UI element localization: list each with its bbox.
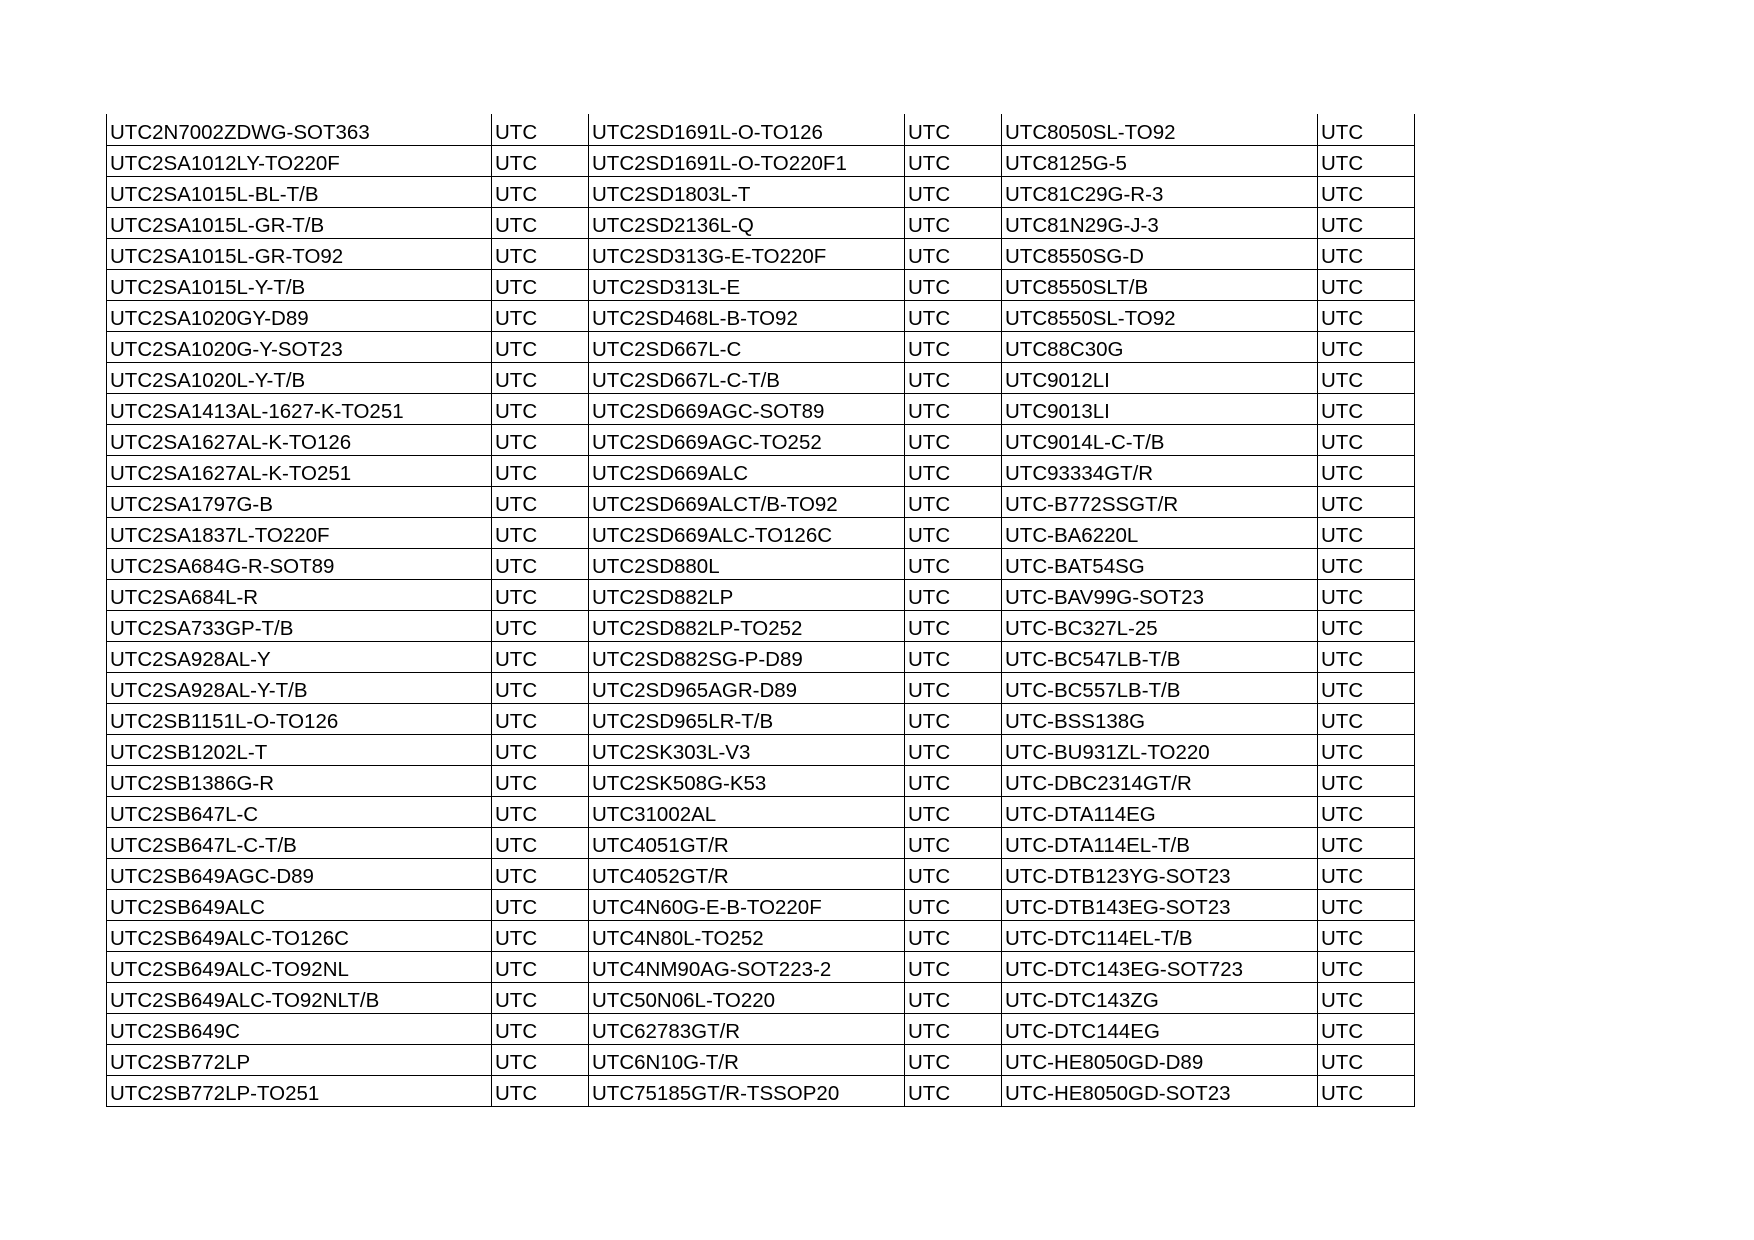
part-number-cell: UTC75185GT/R-TSSOP20 bbox=[589, 1075, 905, 1106]
manufacturer-cell: UTC bbox=[492, 362, 589, 393]
manufacturer-cell: UTC bbox=[1318, 486, 1415, 517]
part-number-cell: UTC8550SL-TO92 bbox=[1002, 300, 1318, 331]
part-number-cell: UTC2SA1627AL-K-TO251 bbox=[107, 455, 492, 486]
manufacturer-cell: UTC bbox=[1318, 455, 1415, 486]
manufacturer-cell: UTC bbox=[492, 1013, 589, 1044]
manufacturer-cell: UTC bbox=[492, 517, 589, 548]
part-number-cell: UTC2SD669AGC-TO252 bbox=[589, 424, 905, 455]
manufacturer-cell: UTC bbox=[905, 641, 1002, 672]
part-number-cell: UTC-DBC2314GT/R bbox=[1002, 765, 1318, 796]
part-number-cell: UTC2SA928AL-Y-T/B bbox=[107, 672, 492, 703]
table-row bbox=[107, 517, 1415, 548]
part-number-cell: UTC-BU931ZL-TO220 bbox=[1002, 734, 1318, 765]
manufacturer-cell: UTC bbox=[492, 951, 589, 982]
table-row bbox=[107, 920, 1415, 951]
manufacturer-cell: UTC bbox=[492, 579, 589, 610]
manufacturer-cell: UTC bbox=[492, 703, 589, 734]
manufacturer-cell: UTC bbox=[492, 114, 589, 145]
part-number-cell: UTC-DTC143EG-SOT723 bbox=[1002, 951, 1318, 982]
part-number-cell: UTC2SB649ALC-TO92NL bbox=[107, 951, 492, 982]
manufacturer-cell: UTC bbox=[905, 300, 1002, 331]
table-row bbox=[107, 641, 1415, 672]
manufacturer-cell: UTC bbox=[905, 889, 1002, 920]
manufacturer-cell: UTC bbox=[905, 672, 1002, 703]
manufacturer-cell: UTC bbox=[905, 951, 1002, 982]
part-number-cell: UTC2SA1012LY-TO220F bbox=[107, 145, 492, 176]
part-number-cell: UTC2SD1803L-T bbox=[589, 176, 905, 207]
part-number-cell: UTC2SA1015L-BL-T/B bbox=[107, 176, 492, 207]
part-number-cell: UTC8050SL-TO92 bbox=[1002, 114, 1318, 145]
part-number-cell: UTC2SB647L-C bbox=[107, 796, 492, 827]
manufacturer-cell: UTC bbox=[905, 765, 1002, 796]
manufacturer-cell: UTC bbox=[1318, 548, 1415, 579]
manufacturer-cell: UTC bbox=[1318, 703, 1415, 734]
part-number-cell: UTC2SB1386G-R bbox=[107, 765, 492, 796]
manufacturer-cell: UTC bbox=[1318, 951, 1415, 982]
part-number-cell: UTC-B772SSGT/R bbox=[1002, 486, 1318, 517]
part-number-cell: UTC-DTA114EG bbox=[1002, 796, 1318, 827]
part-number-cell: UTC-DTB123YG-SOT23 bbox=[1002, 858, 1318, 889]
part-number-cell: UTC2SA1627AL-K-TO126 bbox=[107, 424, 492, 455]
manufacturer-cell: UTC bbox=[492, 889, 589, 920]
table-row bbox=[107, 238, 1415, 269]
table-row bbox=[107, 951, 1415, 982]
part-number-cell: UTC2SD1691L-O-TO126 bbox=[589, 114, 905, 145]
part-number-cell: UTC2SD882SG-P-D89 bbox=[589, 641, 905, 672]
part-number-cell: UTC2SB649C bbox=[107, 1013, 492, 1044]
manufacturer-cell: UTC bbox=[492, 300, 589, 331]
part-number-cell: UTC50N06L-TO220 bbox=[589, 982, 905, 1013]
manufacturer-cell: UTC bbox=[905, 269, 1002, 300]
manufacturer-cell: UTC bbox=[905, 1075, 1002, 1106]
part-number-cell: UTC2SD669ALC-TO126C bbox=[589, 517, 905, 548]
manufacturer-cell: UTC bbox=[492, 920, 589, 951]
table-row bbox=[107, 889, 1415, 920]
manufacturer-cell: UTC bbox=[1318, 610, 1415, 641]
part-number-cell: UTC8125G-5 bbox=[1002, 145, 1318, 176]
manufacturer-cell: UTC bbox=[1318, 1044, 1415, 1075]
part-number-cell: UTC-BC327L-25 bbox=[1002, 610, 1318, 641]
manufacturer-cell: UTC bbox=[492, 610, 589, 641]
manufacturer-cell: UTC bbox=[905, 1044, 1002, 1075]
manufacturer-cell: UTC bbox=[905, 207, 1002, 238]
manufacturer-cell: UTC bbox=[905, 455, 1002, 486]
manufacturer-cell: UTC bbox=[905, 176, 1002, 207]
manufacturer-cell: UTC bbox=[492, 672, 589, 703]
part-number-cell: UTC2SD667L-C bbox=[589, 331, 905, 362]
part-number-cell: UTC2N7002ZDWG-SOT363 bbox=[107, 114, 492, 145]
part-number-cell: UTC2SB649ALC-TO92NLT/B bbox=[107, 982, 492, 1013]
part-number-cell: UTC4N80L-TO252 bbox=[589, 920, 905, 951]
part-number-cell: UTC-BC557LB-T/B bbox=[1002, 672, 1318, 703]
part-number-cell: UTC2SA684G-R-SOT89 bbox=[107, 548, 492, 579]
manufacturer-cell: UTC bbox=[905, 703, 1002, 734]
part-number-cell: UTC9012LI bbox=[1002, 362, 1318, 393]
part-number-cell: UTC4NM90AG-SOT223-2 bbox=[589, 951, 905, 982]
manufacturer-cell: UTC bbox=[1318, 827, 1415, 858]
part-number-cell: UTC2SA1020GY-D89 bbox=[107, 300, 492, 331]
part-number-cell: UTC4051GT/R bbox=[589, 827, 905, 858]
part-number-cell: UTC81C29G-R-3 bbox=[1002, 176, 1318, 207]
part-number-cell: UTC-BSS138G bbox=[1002, 703, 1318, 734]
table-row bbox=[107, 827, 1415, 858]
table-row bbox=[107, 982, 1415, 1013]
manufacturer-cell: UTC bbox=[905, 548, 1002, 579]
manufacturer-cell: UTC bbox=[1318, 114, 1415, 145]
part-number-cell: UTC6N10G-T/R bbox=[589, 1044, 905, 1075]
table-row bbox=[107, 486, 1415, 517]
part-number-cell: UTC2SD468L-B-TO92 bbox=[589, 300, 905, 331]
table-row bbox=[107, 579, 1415, 610]
part-number-cell: UTC2SA1020L-Y-T/B bbox=[107, 362, 492, 393]
manufacturer-cell: UTC bbox=[492, 1044, 589, 1075]
manufacturer-cell: UTC bbox=[1318, 300, 1415, 331]
manufacturer-cell: UTC bbox=[905, 827, 1002, 858]
part-number-cell: UTC2SD1691L-O-TO220F1 bbox=[589, 145, 905, 176]
part-number-cell: UTC2SD313L-E bbox=[589, 269, 905, 300]
part-number-cell: UTC2SD313G-E-TO220F bbox=[589, 238, 905, 269]
table-row bbox=[107, 176, 1415, 207]
part-number-cell: UTC9014L-C-T/B bbox=[1002, 424, 1318, 455]
part-number-cell: UTC31002AL bbox=[589, 796, 905, 827]
manufacturer-cell: UTC bbox=[905, 331, 1002, 362]
part-number-cell: UTC-DTC114EL-T/B bbox=[1002, 920, 1318, 951]
part-number-cell: UTC-BAV99G-SOT23 bbox=[1002, 579, 1318, 610]
manufacturer-cell: UTC bbox=[492, 1075, 589, 1106]
table-row bbox=[107, 672, 1415, 703]
manufacturer-cell: UTC bbox=[905, 362, 1002, 393]
part-number-cell: UTC2SB649AGC-D89 bbox=[107, 858, 492, 889]
part-number-cell: UTC2SB647L-C-T/B bbox=[107, 827, 492, 858]
manufacturer-cell: UTC bbox=[905, 579, 1002, 610]
table-row bbox=[107, 765, 1415, 796]
manufacturer-cell: UTC bbox=[1318, 331, 1415, 362]
manufacturer-cell: UTC bbox=[1318, 145, 1415, 176]
part-number-cell: UTC-BC547LB-T/B bbox=[1002, 641, 1318, 672]
table-row bbox=[107, 858, 1415, 889]
table-row bbox=[107, 362, 1415, 393]
manufacturer-cell: UTC bbox=[1318, 1013, 1415, 1044]
table-row bbox=[107, 331, 1415, 362]
part-number-cell: UTC2SA1797G-B bbox=[107, 486, 492, 517]
manufacturer-cell: UTC bbox=[1318, 424, 1415, 455]
table-row bbox=[107, 734, 1415, 765]
manufacturer-cell: UTC bbox=[1318, 362, 1415, 393]
part-number-cell: UTC2SD965LR-T/B bbox=[589, 703, 905, 734]
manufacturer-cell: UTC bbox=[905, 610, 1002, 641]
part-number-cell: UTC2SD667L-C-T/B bbox=[589, 362, 905, 393]
table-row bbox=[107, 703, 1415, 734]
parts-table-body bbox=[107, 114, 1415, 1106]
manufacturer-cell: UTC bbox=[1318, 517, 1415, 548]
part-number-cell: UTC2SA733GP-T/B bbox=[107, 610, 492, 641]
part-number-cell: UTC2SA928AL-Y bbox=[107, 641, 492, 672]
manufacturer-cell: UTC bbox=[905, 424, 1002, 455]
manufacturer-cell: UTC bbox=[905, 114, 1002, 145]
part-number-cell: UTC62783GT/R bbox=[589, 1013, 905, 1044]
part-number-cell: UTC2SD669ALCT/B-TO92 bbox=[589, 486, 905, 517]
manufacturer-cell: UTC bbox=[905, 486, 1002, 517]
part-number-cell: UTC88C30G bbox=[1002, 331, 1318, 362]
part-number-cell: UTC4052GT/R bbox=[589, 858, 905, 889]
part-number-cell: UTC2SA1015L-Y-T/B bbox=[107, 269, 492, 300]
part-number-cell: UTC2SK508G-K53 bbox=[589, 765, 905, 796]
manufacturer-cell: UTC bbox=[905, 517, 1002, 548]
manufacturer-cell: UTC bbox=[492, 455, 589, 486]
manufacturer-cell: UTC bbox=[905, 145, 1002, 176]
table-row bbox=[107, 1044, 1415, 1075]
manufacturer-cell: UTC bbox=[1318, 207, 1415, 238]
part-number-cell: UTC4N60G-E-B-TO220F bbox=[589, 889, 905, 920]
part-number-cell: UTC-DTA114EL-T/B bbox=[1002, 827, 1318, 858]
part-number-cell: UTC2SA684L-R bbox=[107, 579, 492, 610]
manufacturer-cell: UTC bbox=[492, 765, 589, 796]
part-number-cell: UTC-DTC143ZG bbox=[1002, 982, 1318, 1013]
table-row bbox=[107, 207, 1415, 238]
manufacturer-cell: UTC bbox=[492, 641, 589, 672]
part-number-cell: UTC2SA1015L-GR-T/B bbox=[107, 207, 492, 238]
manufacturer-cell: UTC bbox=[1318, 238, 1415, 269]
manufacturer-cell: UTC bbox=[1318, 641, 1415, 672]
manufacturer-cell: UTC bbox=[1318, 1075, 1415, 1106]
part-number-cell: UTC-DTC144EG bbox=[1002, 1013, 1318, 1044]
part-number-cell: UTC2SD880L bbox=[589, 548, 905, 579]
manufacturer-cell: UTC bbox=[905, 796, 1002, 827]
part-number-cell: UTC93334GT/R bbox=[1002, 455, 1318, 486]
part-number-cell: UTC-BA6220L bbox=[1002, 517, 1318, 548]
table-row bbox=[107, 1075, 1415, 1106]
part-number-cell: UTC81N29G-J-3 bbox=[1002, 207, 1318, 238]
manufacturer-cell: UTC bbox=[1318, 889, 1415, 920]
manufacturer-cell: UTC bbox=[1318, 858, 1415, 889]
manufacturer-cell: UTC bbox=[1318, 982, 1415, 1013]
manufacturer-cell: UTC bbox=[492, 858, 589, 889]
part-number-cell: UTC2SD2136L-Q bbox=[589, 207, 905, 238]
manufacturer-cell: UTC bbox=[905, 920, 1002, 951]
manufacturer-cell: UTC bbox=[905, 238, 1002, 269]
part-number-cell: UTC2SA1413AL-1627-K-TO251 bbox=[107, 393, 492, 424]
table-row bbox=[107, 1013, 1415, 1044]
manufacturer-cell: UTC bbox=[492, 176, 589, 207]
manufacturer-cell: UTC bbox=[1318, 672, 1415, 703]
part-number-cell: UTC2SD882LP-TO252 bbox=[589, 610, 905, 641]
manufacturer-cell: UTC bbox=[492, 734, 589, 765]
manufacturer-cell: UTC bbox=[492, 238, 589, 269]
manufacturer-cell: UTC bbox=[492, 331, 589, 362]
manufacturer-cell: UTC bbox=[492, 548, 589, 579]
part-number-cell: UTC2SA1015L-GR-TO92 bbox=[107, 238, 492, 269]
part-number-cell: UTC2SB1151L-O-TO126 bbox=[107, 703, 492, 734]
part-number-cell: UTC-BAT54SG bbox=[1002, 548, 1318, 579]
part-number-cell: UTC8550SG-D bbox=[1002, 238, 1318, 269]
manufacturer-cell: UTC bbox=[905, 982, 1002, 1013]
table-row bbox=[107, 455, 1415, 486]
manufacturer-cell: UTC bbox=[1318, 734, 1415, 765]
manufacturer-cell: UTC bbox=[1318, 393, 1415, 424]
table-row bbox=[107, 610, 1415, 641]
part-number-cell: UTC2SD882LP bbox=[589, 579, 905, 610]
part-number-cell: UTC2SA1837L-TO220F bbox=[107, 517, 492, 548]
manufacturer-cell: UTC bbox=[1318, 579, 1415, 610]
part-number-cell: UTC2SB772LP-TO251 bbox=[107, 1075, 492, 1106]
part-number-cell: UTC2SA1020G-Y-SOT23 bbox=[107, 331, 492, 362]
part-number-cell: UTC2SD965AGR-D89 bbox=[589, 672, 905, 703]
manufacturer-cell: UTC bbox=[1318, 269, 1415, 300]
part-number-cell: UTC8550SLT/B bbox=[1002, 269, 1318, 300]
part-number-cell: UTC2SB772LP bbox=[107, 1044, 492, 1075]
table-row bbox=[107, 269, 1415, 300]
part-number-cell: UTC-HE8050GD-D89 bbox=[1002, 1044, 1318, 1075]
manufacturer-cell: UTC bbox=[492, 145, 589, 176]
part-number-cell: UTC2SB649ALC-TO126C bbox=[107, 920, 492, 951]
manufacturer-cell: UTC bbox=[492, 827, 589, 858]
manufacturer-cell: UTC bbox=[1318, 765, 1415, 796]
parts-table bbox=[106, 114, 1415, 1107]
table-row bbox=[107, 424, 1415, 455]
table-row bbox=[107, 393, 1415, 424]
table-row bbox=[107, 796, 1415, 827]
manufacturer-cell: UTC bbox=[492, 982, 589, 1013]
manufacturer-cell: UTC bbox=[492, 393, 589, 424]
manufacturer-cell: UTC bbox=[905, 734, 1002, 765]
part-number-cell: UTC2SK303L-V3 bbox=[589, 734, 905, 765]
manufacturer-cell: UTC bbox=[1318, 796, 1415, 827]
manufacturer-cell: UTC bbox=[492, 486, 589, 517]
part-number-cell: UTC2SD669AGC-SOT89 bbox=[589, 393, 905, 424]
part-number-cell: UTC2SB1202L-T bbox=[107, 734, 492, 765]
manufacturer-cell: UTC bbox=[492, 796, 589, 827]
part-number-cell: UTC2SB649ALC bbox=[107, 889, 492, 920]
table-row bbox=[107, 548, 1415, 579]
manufacturer-cell: UTC bbox=[492, 269, 589, 300]
manufacturer-cell: UTC bbox=[905, 1013, 1002, 1044]
manufacturer-cell: UTC bbox=[492, 207, 589, 238]
table-row bbox=[107, 114, 1415, 145]
manufacturer-cell: UTC bbox=[492, 424, 589, 455]
part-number-cell: UTC-DTB143EG-SOT23 bbox=[1002, 889, 1318, 920]
table-row bbox=[107, 145, 1415, 176]
table-row bbox=[107, 300, 1415, 331]
manufacturer-cell: UTC bbox=[1318, 920, 1415, 951]
part-number-cell: UTC-HE8050GD-SOT23 bbox=[1002, 1075, 1318, 1106]
part-number-cell: UTC2SD669ALC bbox=[589, 455, 905, 486]
manufacturer-cell: UTC bbox=[905, 393, 1002, 424]
part-number-cell: UTC9013LI bbox=[1002, 393, 1318, 424]
manufacturer-cell: UTC bbox=[1318, 176, 1415, 207]
manufacturer-cell: UTC bbox=[905, 858, 1002, 889]
